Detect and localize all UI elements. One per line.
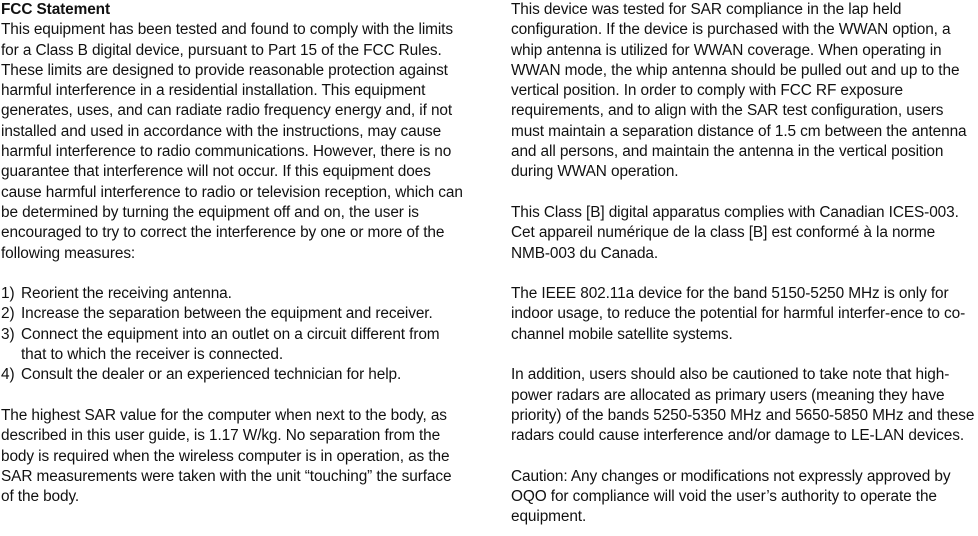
sar-compliance-paragraph: This device was tested for SAR compliance in the lap held configuration. If the device is purchased with the WWAN option, a whip antenna is utilized for WWAN coverage. When operating in WWAN mode, the whip antenna should be pulled out and up to the vertical position. In order to comply with FCC RF exposure requirements, and to align with the SAR test configuration, users must maintain a separation distance of 1.5 cm between the antenna and all persons, and maintain the antenna in the vertical position during WWAN operation. bbox=[511, 1, 967, 181]
right-column bbox=[511, 0, 977, 528]
list-item-text: Increase the separation between the equipment and receiver. bbox=[21, 305, 433, 323]
fcc-statement-section bbox=[1, 0, 463, 264]
list-item-text: Reorient the receiving antenna. bbox=[21, 285, 232, 303]
list-item-text: Consult the dealer or an experienced technician for help. bbox=[21, 366, 402, 384]
sar-value-paragraph: The highest SAR value for the computer when next to the body, as described in this user guide, is 1.17 W/kg. No separation from the body is required when the wireless computer is in operation, as the SAR measurements were taken with the unit “touching” the surface of the body. bbox=[1, 406, 452, 506]
fcc-intro-paragraph: This equipment has been tested and found to comply with the limits for a Class B digital device, pursuant to Part 15 of the FCC Rules. These limits are designed to provide reasonable protection against harmful interference in a residential installation. This equipment generates, uses, and can radiate radio frequency energy and, if not installed and used in accordance with the instructions, may cause harmful interference to radio communications. However, there is no guarantee that interference will not occur. If this equipment does cause harmful interference to radio or television reception, which can be determined by turning the equipment off and on, the user is encouraged to try to correct the interference by one or more of the following measures: bbox=[1, 21, 463, 262]
list-item bbox=[1, 284, 463, 304]
ieee-802-11a-paragraph: The IEEE 802.11a device for the band 5150-5250 MHz is only for indoor usage, to reduce the potential for harmful interfer-ence to co-channel mobile satellite systems. bbox=[511, 285, 966, 343]
list-item bbox=[1, 304, 463, 324]
list-item-number: 3) bbox=[1, 325, 15, 343]
radar-caution-paragraph: In addition, users should also be cautioned to take note that high-power radars are allocated as primary users (meaning they have priority) of the bands 5250-5350 MHz and 5650-5850 MHz and these radars could cause interference and/or damage to LE-LAN devices. bbox=[511, 366, 975, 445]
left-column bbox=[1, 0, 463, 507]
list-item bbox=[1, 325, 463, 366]
list-item-number: 4) bbox=[1, 366, 15, 384]
list-item-text: Connect the equipment into an outlet on a circuit different from that to which the receiver is connected. bbox=[21, 325, 440, 364]
fcc-statement-heading: FCC Statement bbox=[1, 1, 111, 18]
measures-list bbox=[1, 284, 463, 385]
modification-caution-paragraph: Caution: Any changes or modifications not expressly approved by OQO for compliance will void the user’s authority to operate the equipment. bbox=[511, 467, 951, 526]
list-item-number: 2) bbox=[1, 305, 15, 323]
list-item-number: 1) bbox=[1, 285, 15, 303]
canadian-compliance-paragraph: This Class [B] digital apparatus complies with Canadian ICES-003. Cet appareil numérique de la class [B] est conformé à la norme NMB-003 du Canada. bbox=[511, 203, 959, 262]
list-item bbox=[1, 365, 463, 385]
